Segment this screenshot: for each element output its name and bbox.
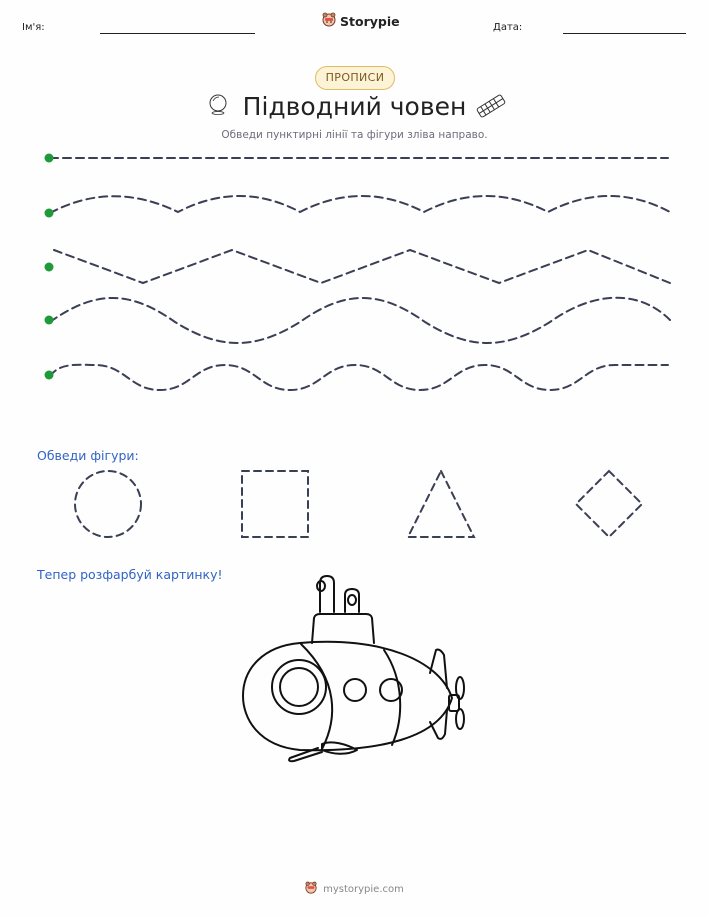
shape-diamond [576,471,642,537]
tracing-line-wave [50,298,670,343]
date-label: Дата: [493,22,523,33]
page-subtitle: Обведи пунктирні лінії та фігури зліва направо. [221,129,488,141]
page-title: Підводний човен [242,92,467,121]
submarine-mini-icon [474,93,508,123]
date-line[interactable] [563,33,686,34]
shape-triangle [408,471,474,537]
storypie-logo-icon [305,881,317,898]
start-dot [45,371,54,380]
tracing-line-bumps [50,365,668,390]
tracing-line-zigzag [54,250,670,283]
coloring-section-label: Тепер розфарбуй картинку! [37,567,223,582]
storypie-logo-icon [322,12,336,31]
name-label: Ім'я: [22,22,45,33]
brand [322,12,400,31]
tracing-line-arc [50,196,670,213]
footer-website[interactable]: mystorypie.com [323,884,404,895]
shape-circle [75,471,141,537]
footer [0,881,709,898]
tracing-lines[interactable] [0,140,709,400]
start-dot [45,316,54,325]
category-badge: ПРОПИСИ [315,66,395,90]
name-line[interactable] [100,33,255,34]
start-dot [45,209,54,218]
tracing-shapes[interactable] [0,460,709,550]
shapes-section-label: Обведи фігури: [37,448,139,463]
submarine-coloring-icon[interactable] [230,572,480,767]
start-dot [45,263,54,272]
start-dot [45,154,54,163]
shape-square [242,471,308,537]
brand-name: Storypie [340,14,400,29]
